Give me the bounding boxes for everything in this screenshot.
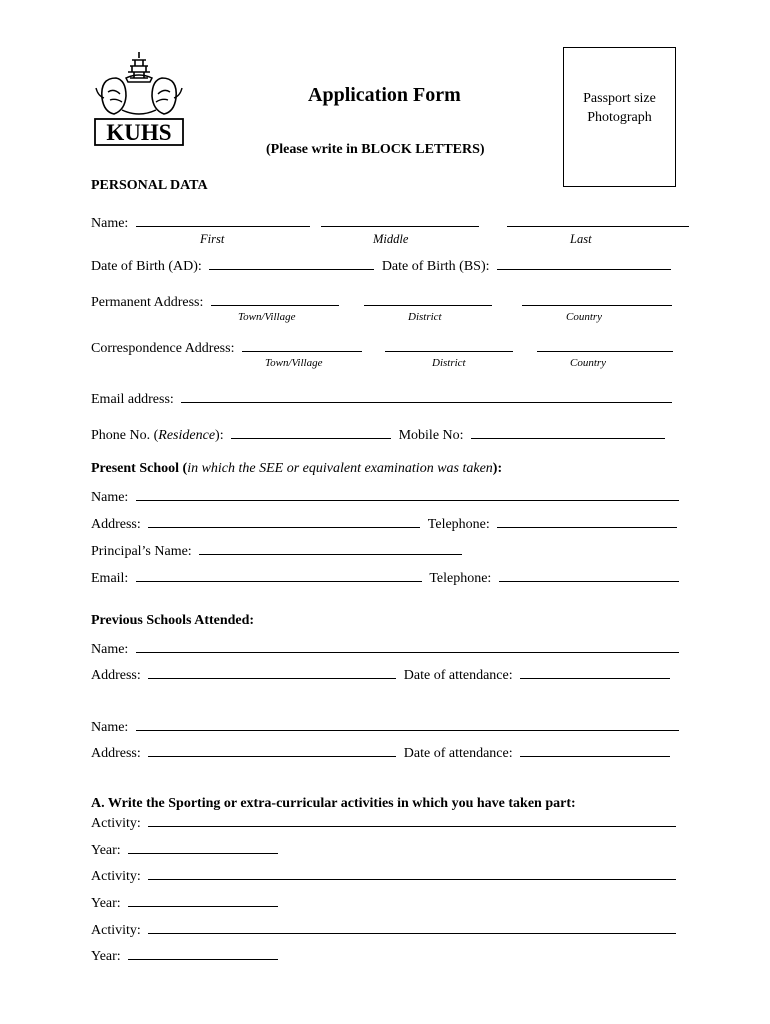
- previous-school-name-field-2[interactable]: [136, 718, 679, 731]
- year-row-1: [91, 841, 278, 859]
- svg-text:KUHS: KUHS: [106, 120, 172, 145]
- present-school-name-field[interactable]: [136, 488, 679, 501]
- photo-box-line2: Photograph: [587, 110, 652, 125]
- photo-box-line1: Passport size: [583, 91, 656, 106]
- name-label: Name:: [91, 216, 129, 231]
- previous-address-label-2: Address:: [91, 746, 141, 761]
- dob-row: [91, 257, 671, 275]
- present-email-telephone-field[interactable]: [499, 569, 679, 582]
- permanent-address-label: Permanent Address:: [91, 295, 204, 310]
- year-label-2: Year:: [91, 896, 121, 911]
- dob-ad-field[interactable]: [209, 257, 374, 270]
- year-label-1: Year:: [91, 843, 121, 858]
- principal-name-field[interactable]: [199, 542, 462, 555]
- corr-district-field[interactable]: [385, 339, 513, 352]
- perm-town-field[interactable]: [211, 293, 339, 306]
- previous-name-row-2: [91, 718, 679, 736]
- year-label-3: Year:: [91, 949, 121, 964]
- present-telephone-field[interactable]: [497, 515, 677, 528]
- passport-photo-box: [563, 47, 676, 187]
- perm-district-caption: District: [408, 311, 442, 323]
- middle-caption: Middle: [373, 232, 409, 246]
- present-address-label: Address:: [91, 517, 141, 532]
- email-address-field[interactable]: [181, 390, 672, 403]
- mobile-label: Mobile No:: [398, 428, 464, 443]
- present-telephone-label: Telephone:: [427, 517, 490, 532]
- email-row: [91, 390, 672, 408]
- previous-name-row-1: [91, 640, 679, 658]
- correspondence-address-row: [91, 339, 673, 357]
- perm-country-caption: Country: [566, 311, 603, 323]
- first-name-field[interactable]: [136, 214, 310, 227]
- previous-name-label-1: Name:: [91, 642, 129, 657]
- corr-country-field[interactable]: [537, 339, 673, 352]
- activities-heading: A. Write the Sporting or extra-curricular activities in which you have taken part:: [91, 796, 576, 811]
- email-address-label: Email address:: [91, 392, 174, 407]
- corr-town-caption: Town/Village: [265, 357, 323, 369]
- corr-town-field[interactable]: [242, 339, 362, 352]
- corr-country-caption: Country: [570, 357, 607, 369]
- year-row-2: [91, 894, 278, 912]
- form-subtitle: (Please write in BLOCK LETTERS): [266, 142, 485, 157]
- previous-address-label-1: Address:: [91, 668, 141, 683]
- present-email-label: Email:: [91, 571, 129, 586]
- attendance-label-2: Date of attendance:: [403, 746, 513, 761]
- year-field-2[interactable]: [128, 894, 278, 907]
- perm-country-field[interactable]: [522, 293, 672, 306]
- first-caption: First: [200, 232, 225, 246]
- activity-field-1[interactable]: [148, 814, 676, 827]
- activity-row-2: [91, 867, 676, 885]
- perm-district-field[interactable]: [364, 293, 492, 306]
- activity-field-2[interactable]: [148, 867, 676, 880]
- previous-address-field-1[interactable]: [148, 666, 396, 679]
- present-email-field[interactable]: [136, 569, 422, 582]
- attendance-field-1[interactable]: [520, 666, 670, 679]
- present-address-field[interactable]: [148, 515, 420, 528]
- present-address-row: [91, 515, 677, 533]
- permanent-address-row: [91, 293, 672, 311]
- activity-label-2: Activity:: [91, 869, 141, 884]
- middle-name-field[interactable]: [321, 214, 479, 227]
- mobile-field[interactable]: [471, 426, 665, 439]
- attendance-field-2[interactable]: [520, 744, 670, 757]
- activity-label-3: Activity:: [91, 923, 141, 938]
- dob-bs-label: Date of Birth (BS):: [381, 259, 490, 274]
- previous-schools-heading: Previous Schools Attended:: [91, 613, 255, 628]
- activity-field-3[interactable]: [148, 921, 676, 934]
- principal-name-label: Principal’s Name:: [91, 544, 192, 559]
- present-email-row: [91, 569, 679, 587]
- previous-address-field-2[interactable]: [148, 744, 396, 757]
- activity-row-3: [91, 921, 676, 939]
- present-email-telephone-label: Telephone:: [429, 571, 492, 586]
- present-name-label: Name:: [91, 490, 129, 505]
- principal-row: [91, 542, 462, 560]
- activity-label-1: Activity:: [91, 816, 141, 831]
- present-school-heading: Present School (in which the SEE or equivalent examination was taken):: [91, 461, 503, 476]
- phone-label: Phone No. (Residence):: [91, 428, 224, 443]
- name-row: [91, 214, 689, 232]
- perm-town-caption: Town/Village: [238, 311, 296, 323]
- kuhs-logo: [92, 48, 186, 148]
- year-field-1[interactable]: [128, 841, 278, 854]
- attendance-label-1: Date of attendance:: [403, 668, 513, 683]
- corr-district-caption: District: [432, 357, 466, 369]
- correspondence-address-label: Correspondence Address:: [91, 341, 235, 356]
- previous-name-label-2: Name:: [91, 720, 129, 735]
- present-name-row: [91, 488, 679, 506]
- year-field-3[interactable]: [128, 947, 278, 960]
- previous-address-row-2: [91, 744, 670, 762]
- last-caption: Last: [570, 232, 592, 246]
- dob-bs-field[interactable]: [497, 257, 671, 270]
- year-row-3: [91, 947, 278, 965]
- activity-row-1: [91, 814, 676, 832]
- last-name-field[interactable]: [507, 214, 689, 227]
- phone-row: [91, 426, 665, 444]
- previous-address-row-1: [91, 666, 670, 684]
- personal-data-heading: PERSONAL DATA: [91, 178, 208, 193]
- previous-school-name-field-1[interactable]: [136, 640, 679, 653]
- form-title: Application Form: [308, 84, 461, 106]
- dob-ad-label: Date of Birth (AD):: [91, 259, 202, 274]
- phone-residence-field[interactable]: [231, 426, 391, 439]
